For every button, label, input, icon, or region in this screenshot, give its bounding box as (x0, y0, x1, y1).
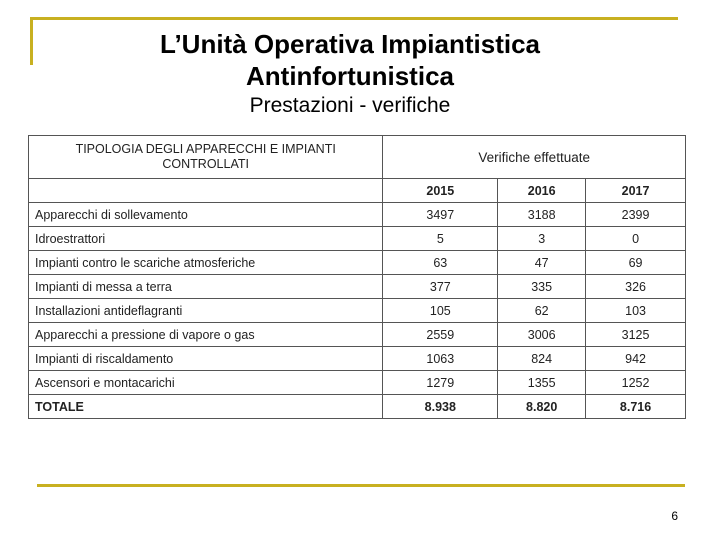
row-value: 1252 (586, 371, 686, 395)
row-label: Impianti di messa a terra (29, 275, 383, 299)
page-number: 6 (671, 509, 678, 523)
table-years-row (29, 179, 686, 203)
table-total-row (29, 395, 686, 419)
row-value: 3006 (498, 323, 586, 347)
row-value: 103 (586, 299, 686, 323)
row-label: Installazioni antideflagranti (29, 299, 383, 323)
total-label: TOTALE (29, 395, 383, 419)
year-2015: 2015 (383, 179, 498, 203)
table-header-row (29, 136, 686, 179)
row-label: Idroestrattori (29, 227, 383, 251)
slide-title-line1: L’Unità Operativa Impiantistica (160, 29, 540, 59)
row-value: 3188 (498, 203, 586, 227)
table-row (29, 299, 686, 323)
bottom-decorative-line (37, 484, 685, 487)
slide-title-line2: Antinfortunistica (246, 61, 454, 91)
top-decorative-line (30, 17, 678, 20)
row-value: 63 (383, 251, 498, 275)
year-2017: 2017 (586, 179, 686, 203)
row-value: 377 (383, 275, 498, 299)
year-2016: 2016 (498, 179, 586, 203)
empty-cell (29, 179, 383, 203)
row-value: 105 (383, 299, 498, 323)
table-row (29, 347, 686, 371)
table-row (29, 203, 686, 227)
row-label: Apparecchi a pressione di vapore o gas (29, 323, 383, 347)
row-label: Impianti di riscaldamento (29, 347, 383, 371)
total-value: 8.820 (498, 395, 586, 419)
header-verifiche: Verifiche effettuate (383, 136, 686, 179)
table-row (29, 251, 686, 275)
row-label: Ascensori e montacarichi (29, 371, 383, 395)
header-type-label: TIPOLOGIA DEGLI APPARECCHI E IMPIANTI CONTROLLATI (29, 136, 383, 179)
row-value: 3125 (586, 323, 686, 347)
row-value: 2399 (586, 203, 686, 227)
row-value: 326 (586, 275, 686, 299)
total-value: 8.938 (383, 395, 498, 419)
verifiche-table (28, 135, 686, 419)
row-value: 3 (498, 227, 586, 251)
table-row (29, 227, 686, 251)
row-value: 2559 (383, 323, 498, 347)
table-row (29, 371, 686, 395)
row-value: 824 (498, 347, 586, 371)
row-label: Impianti contro le scariche atmosferiche (29, 251, 383, 275)
row-value: 3497 (383, 203, 498, 227)
table-row (29, 275, 686, 299)
row-label: Apparecchi di sollevamento (29, 203, 383, 227)
row-value: 1279 (383, 371, 498, 395)
table-row (29, 323, 686, 347)
row-value: 5 (383, 227, 498, 251)
slide-subtitle: Prestazioni - verifiche (249, 94, 451, 117)
row-value: 47 (498, 251, 586, 275)
row-value: 62 (498, 299, 586, 323)
row-value: 335 (498, 275, 586, 299)
row-value: 1355 (498, 371, 586, 395)
row-value: 942 (586, 347, 686, 371)
row-value: 0 (586, 227, 686, 251)
row-value: 69 (586, 251, 686, 275)
row-value: 1063 (383, 347, 498, 371)
total-value: 8.716 (586, 395, 686, 419)
